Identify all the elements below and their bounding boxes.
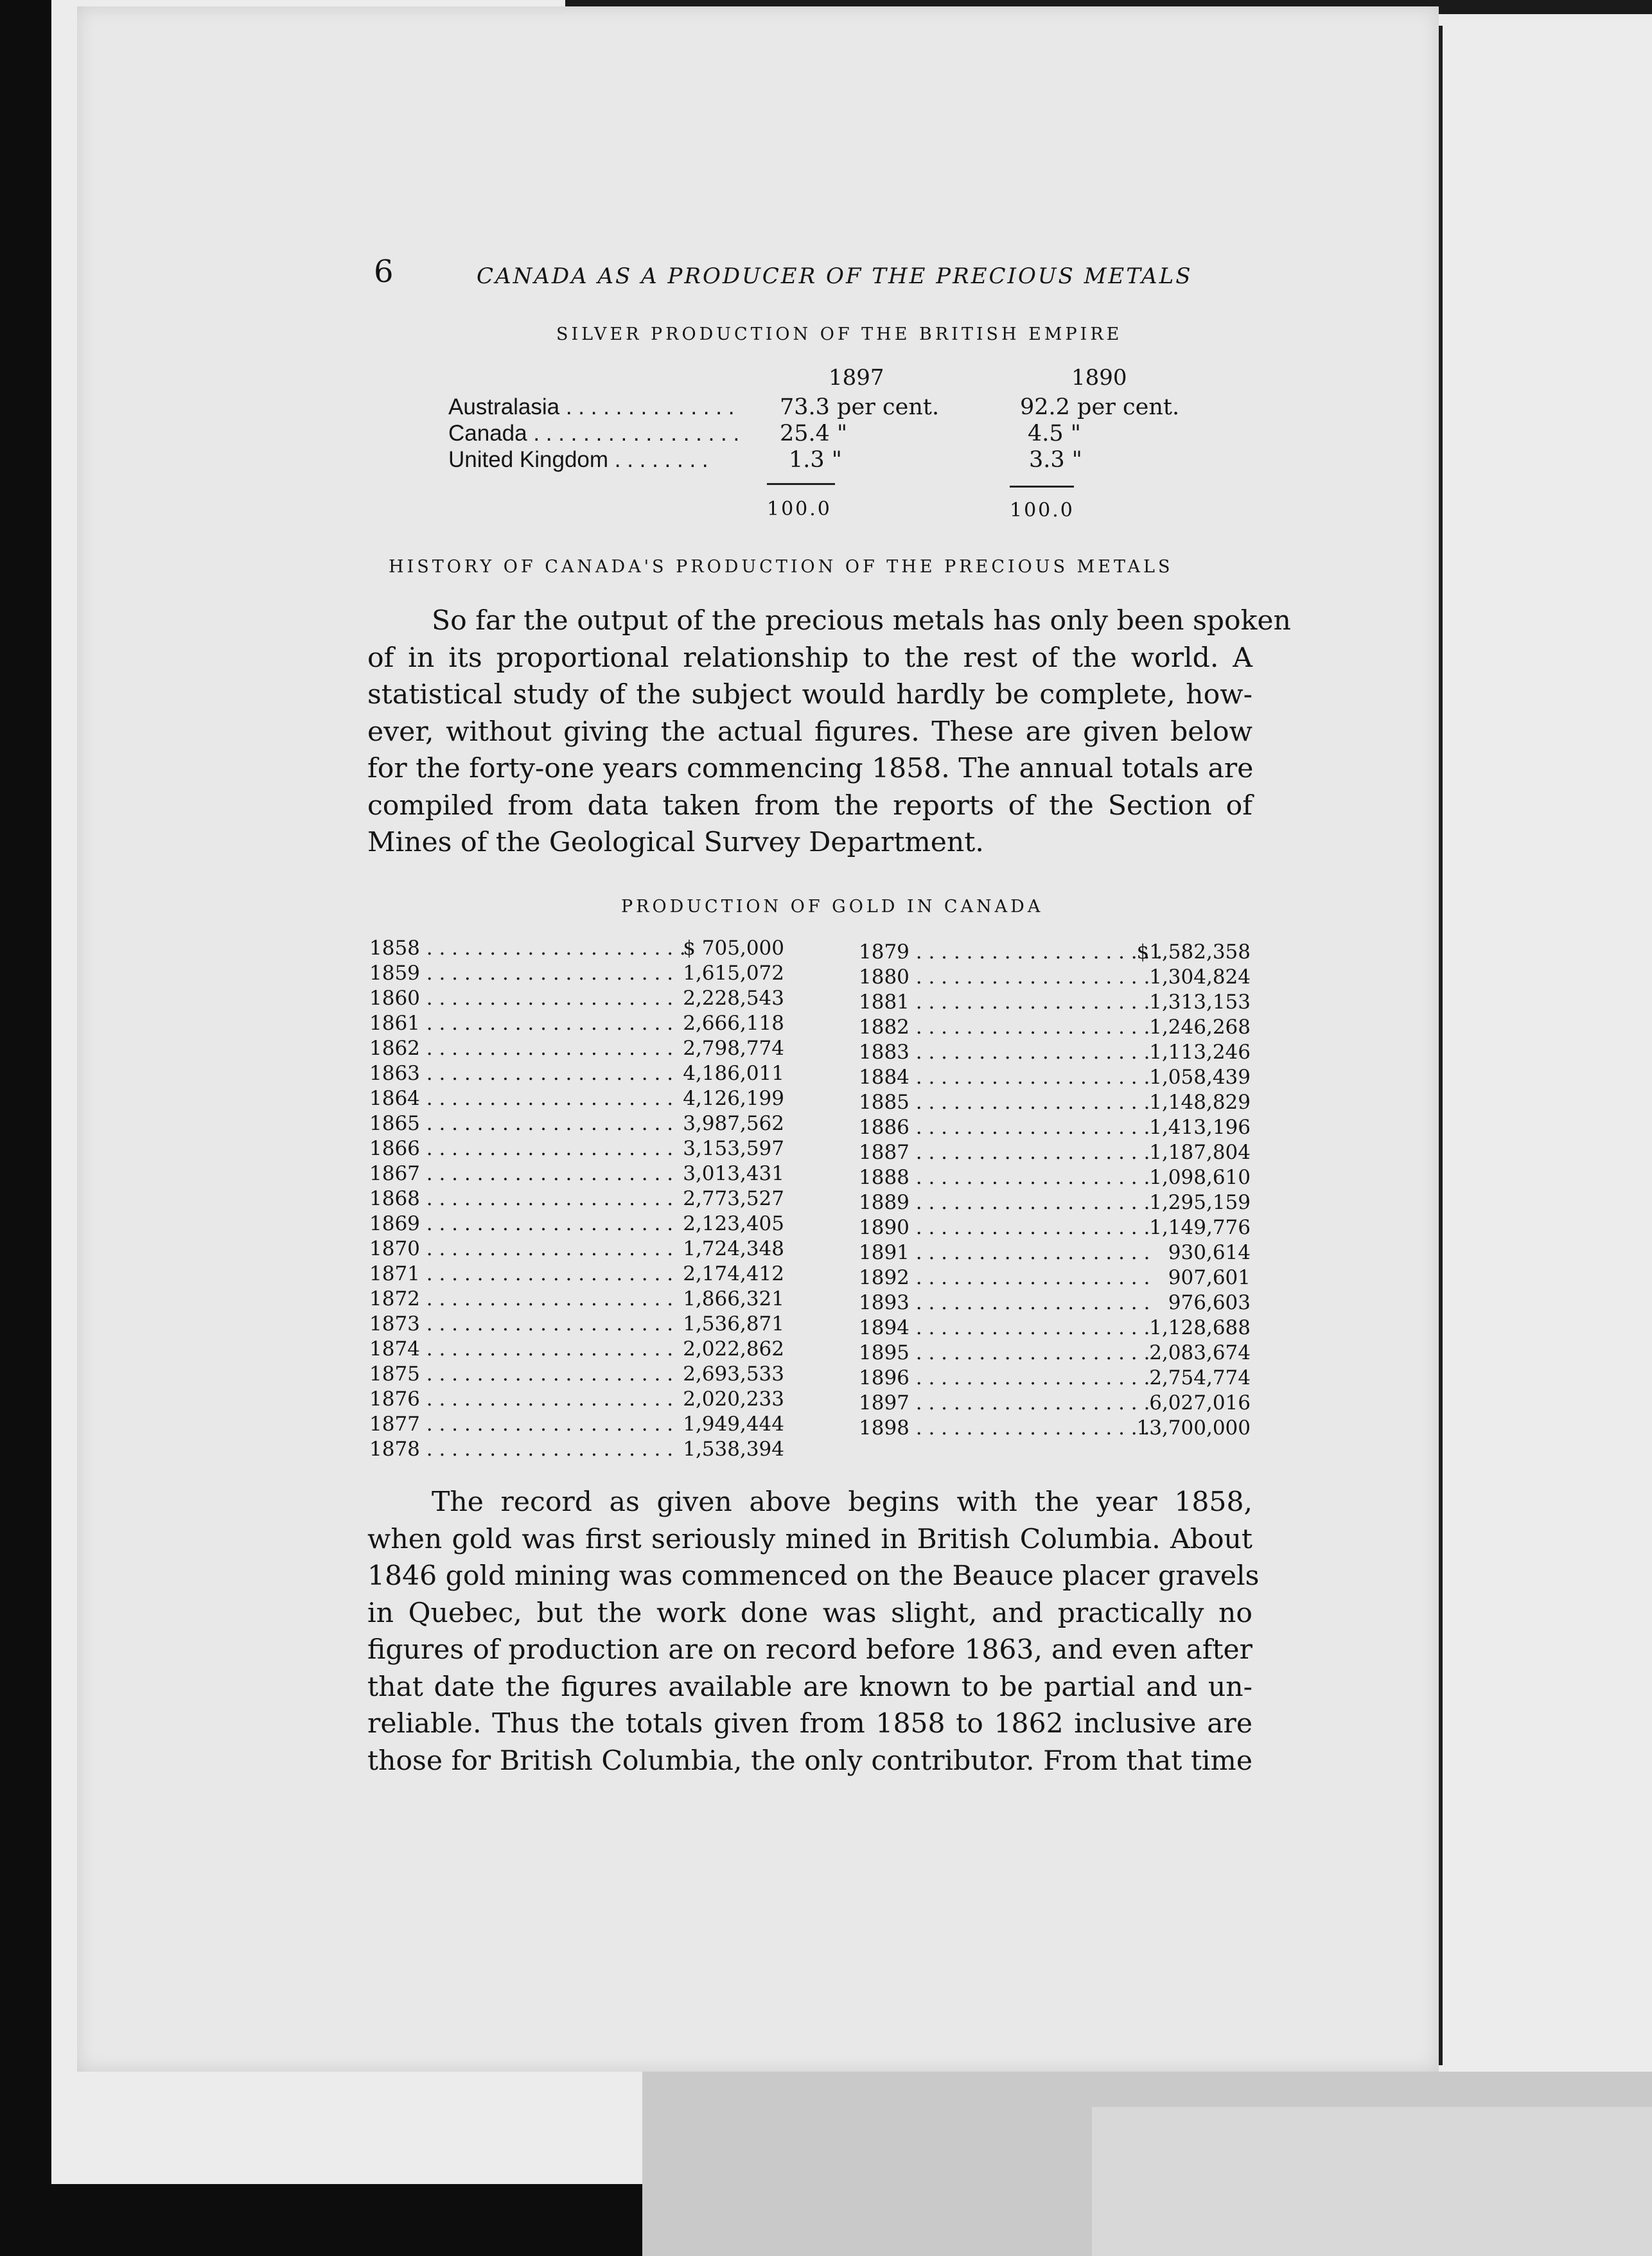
gold-table-row — [369, 1412, 784, 1437]
gold-table-row — [369, 1387, 784, 1412]
gold-value: 1,313,153 — [1149, 991, 1251, 1014]
gold-year: 1863 . . . . . . . . . . . . . . . . . . . . — [369, 1062, 674, 1085]
paragraph-line: compiled from data taken from the reports of the Section of — [367, 789, 1252, 822]
gold-year: 1892 . . . . . . . . . . . . . . . . . . . — [859, 1266, 1150, 1289]
gold-table-row — [859, 1015, 1251, 1040]
gold-value: 1,538,394 — [683, 1438, 784, 1461]
gold-table-row — [369, 1161, 784, 1186]
silver-row-name: Canada . . . . . . . . . . . . . . . . . — [448, 421, 740, 446]
gold-value: 2,174,412 — [683, 1262, 784, 1285]
gold-year: 1889 . . . . . . . . . . . . . . . . . . . — [859, 1191, 1150, 1214]
silver-row — [448, 421, 1187, 449]
gold-year: 1886 . . . . . . . . . . . . . . . . . . . — [859, 1116, 1150, 1139]
gold-table-row — [369, 1061, 784, 1086]
paragraph-line: Mines of the Geological Survey Department. — [367, 827, 984, 858]
gold-value: 2,798,774 — [683, 1037, 784, 1060]
gold-year: 1879 . . . . . . . . . . . . . . . . . . . . — [859, 940, 1163, 964]
silver-row — [448, 447, 1187, 475]
gold-table-row — [369, 1287, 784, 1312]
silver-row-name: United Kingdom . . . . . . . . — [448, 447, 708, 472]
page-number: 6 — [374, 254, 394, 290]
gold-value: 2,773,527 — [683, 1187, 784, 1210]
gold-table-row — [369, 961, 784, 986]
gold-table-row — [859, 1040, 1251, 1065]
paragraph-line: ever, without giving the actual figures. These are given below — [367, 716, 1252, 748]
silver-total-1890: 100.0 — [1010, 499, 1075, 522]
gold-year: 1884 . . . . . . . . . . . . . . . . . . . — [859, 1066, 1150, 1089]
gold-table-row — [369, 1011, 784, 1036]
gold-table-row — [369, 1237, 784, 1262]
gold-year: 1874 . . . . . . . . . . . . . . . . . . . . — [369, 1337, 674, 1361]
silver-total-rule-1897 — [767, 483, 835, 485]
gold-value: 2,083,674 — [1149, 1341, 1251, 1364]
gold-year: 1887 . . . . . . . . . . . . . . . . . . . — [859, 1141, 1150, 1164]
paragraph-line: for the forty-one years commencing 1858. The annual totals are — [367, 753, 1254, 784]
gold-value: 1,413,196 — [1149, 1116, 1251, 1139]
gold-value: 976,603 — [1168, 1291, 1251, 1314]
paragraph-line: reliable. Thus the totals given from 1858 to 1862 inclusive are — [367, 1708, 1252, 1740]
gold-value: 1,187,804 — [1149, 1141, 1251, 1164]
silver-row-1890: 3.3 " — [1029, 447, 1082, 473]
gold-value: 1,615,072 — [683, 962, 784, 985]
gold-value: 2,020,233 — [683, 1388, 784, 1411]
gold-table-row — [859, 1240, 1251, 1265]
gold-year: 1859 . . . . . . . . . . . . . . . . . . . . — [369, 962, 674, 985]
paragraph-line: The record as given above begins with the year 1858, — [432, 1486, 1252, 1518]
paragraph-line: statistical study of the subject would hardly be complete, how- — [367, 679, 1252, 710]
gold-table-row — [369, 1186, 784, 1212]
gold-table-row — [859, 1291, 1251, 1316]
gold-table-row — [859, 1265, 1251, 1291]
silver-row-1897: 1.3 " — [789, 447, 842, 473]
gold-value: 4,126,199 — [683, 1087, 784, 1110]
running-head: CANADA AS A PRODUCER OF THE PRECIOUS METALS — [477, 263, 1193, 289]
paragraph-line: of in its proportional relationship to the rest of the world. A — [367, 642, 1252, 674]
gold-value: 1,098,610 — [1149, 1166, 1251, 1189]
gold-year: 1871 . . . . . . . . . . . . . . . . . . . . — [369, 1262, 674, 1285]
gold-table-row — [859, 1341, 1251, 1366]
gold-year: 1873 . . . . . . . . . . . . . . . . . . . . — [369, 1312, 674, 1335]
gold-year: 1861 . . . . . . . . . . . . . . . . . . . . — [369, 1012, 674, 1035]
gold-table-row — [859, 1115, 1251, 1140]
gold-table-row — [369, 1212, 784, 1237]
gold-value: 13,700,000 — [1136, 1416, 1251, 1440]
gold-value: 3,013,431 — [683, 1162, 784, 1185]
silver-row-1890: 92.2 per cent. — [1020, 394, 1180, 420]
gold-value: 1,113,246 — [1149, 1041, 1251, 1064]
gold-table-title: PRODUCTION OF GOLD IN CANADA — [621, 897, 1044, 917]
gold-year: 1872 . . . . . . . . . . . . . . . . . . . . — [369, 1287, 674, 1310]
intro-paragraph — [367, 640, 1252, 861]
gold-table-row — [369, 1262, 784, 1287]
gold-value: 2,123,405 — [683, 1212, 784, 1235]
gold-table-row — [859, 965, 1251, 990]
gold-table-row — [859, 990, 1251, 1015]
gold-year: 1864 . . . . . . . . . . . . . . . . . . . . — [369, 1087, 674, 1110]
gold-table-row — [369, 1362, 784, 1387]
gold-year: 1881 . . . . . . . . . . . . . . . . . . . — [859, 991, 1150, 1014]
gold-table-row — [369, 1136, 784, 1161]
gold-table-row — [859, 940, 1251, 965]
intro-paragraph-first-line — [367, 603, 1291, 640]
paragraph-line: when gold was first seriously mined in British Columbia. About — [367, 1523, 1252, 1555]
gold-table-row — [369, 986, 784, 1011]
gold-year: 1867 . . . . . . . . . . . . . . . . . . . . — [369, 1162, 674, 1185]
gold-year: 1866 . . . . . . . . . . . . . . . . . . . . — [369, 1137, 674, 1160]
gold-value: 1,149,776 — [1149, 1216, 1251, 1239]
gold-value: 3,153,597 — [683, 1137, 784, 1160]
gold-value: 2,022,862 — [683, 1337, 784, 1361]
gold-table-row — [369, 1312, 784, 1337]
gold-year: 1897 . . . . . . . . . . . . . . . . . . . — [859, 1391, 1150, 1414]
gold-table-row — [369, 1086, 784, 1111]
silver-col-1897: 1897 — [829, 365, 884, 391]
paragraph-line: those for British Columbia, the only contributor. From that time — [367, 1745, 1252, 1777]
gold-year: 1885 . . . . . . . . . . . . . . . . . . . — [859, 1091, 1150, 1114]
gold-year: 1858 . . . . . . . . . . . . . . . . . . . . . — [369, 937, 686, 960]
gold-year: 1865 . . . . . . . . . . . . . . . . . . . . — [369, 1112, 674, 1135]
gold-table-row — [859, 1140, 1251, 1165]
gold-table-row — [859, 1190, 1251, 1215]
gold-value: 1,949,444 — [683, 1413, 784, 1436]
gold-table-row — [859, 1065, 1251, 1090]
gold-year: 1888 . . . . . . . . . . . . . . . . . . . — [859, 1166, 1150, 1189]
paragraph-line: So far the output of the precious metals has only been spoken — [432, 605, 1291, 637]
closing-paragraph — [367, 1521, 1260, 1780]
paragraph-line: that date the figures available are known to be partial and un- — [367, 1671, 1252, 1703]
silver-row-1897: 73.3 per cent. — [780, 394, 940, 420]
gold-value: 1,724,348 — [683, 1237, 784, 1260]
gold-year: 1862 . . . . . . . . . . . . . . . . . . . . — [369, 1037, 674, 1060]
gold-year: 1870 . . . . . . . . . . . . . . . . . . . . — [369, 1237, 674, 1260]
silver-row-1890: 4.5 " — [1028, 421, 1081, 446]
gold-table-row — [369, 1036, 784, 1061]
gold-year: 1894 . . . . . . . . . . . . . . . . . . . — [859, 1316, 1150, 1339]
gold-table-row — [859, 1090, 1251, 1115]
gold-table-row — [369, 1111, 784, 1136]
page-fold-line — [1439, 26, 1443, 2065]
gold-value: 1,148,829 — [1149, 1091, 1251, 1114]
closing-paragraph-first-line — [367, 1484, 1252, 1521]
gold-year: 1875 . . . . . . . . . . . . . . . . . . . . — [369, 1362, 674, 1386]
gold-value: 1,866,321 — [683, 1287, 784, 1310]
paragraph-line: 1846 gold mining was commenced on the Beauce placer gravels — [367, 1560, 1260, 1592]
gold-table-row — [859, 1391, 1251, 1416]
gold-value: 1,304,824 — [1149, 965, 1251, 989]
gold-value: 1,246,268 — [1149, 1016, 1251, 1039]
gold-year: 1896 . . . . . . . . . . . . . . . . . . . — [859, 1366, 1150, 1389]
gold-table-row — [859, 1165, 1251, 1190]
gold-value: 2,754,774 — [1149, 1366, 1251, 1389]
history-section-title: HISTORY OF CANADA'S PRODUCTION OF THE PRECIOUS METALS — [389, 557, 1173, 577]
gold-year: 1876 . . . . . . . . . . . . . . . . . . . . — [369, 1388, 674, 1411]
gold-value: 6,027,016 — [1149, 1391, 1251, 1414]
gold-year: 1880 . . . . . . . . . . . . . . . . . . . — [859, 965, 1150, 989]
paragraph-line: in Quebec, but the work done was slight, and practically no — [367, 1597, 1252, 1629]
gold-value: 2,666,118 — [683, 1012, 784, 1035]
gold-value: 2,693,533 — [683, 1362, 784, 1386]
gold-value: 1,058,439 — [1149, 1066, 1251, 1089]
gold-table-row — [859, 1215, 1251, 1240]
gold-table-row — [369, 936, 784, 961]
silver-total-1897: 100.0 — [767, 498, 832, 520]
gold-year: 1869 . . . . . . . . . . . . . . . . . . . . — [369, 1212, 674, 1235]
gold-value: 3,987,562 — [683, 1112, 784, 1135]
gold-year: 1891 . . . . . . . . . . . . . . . . . . . — [859, 1241, 1150, 1264]
gold-year: 1890 . . . . . . . . . . . . . . . . . . . — [859, 1216, 1150, 1239]
gold-year: 1893 . . . . . . . . . . . . . . . . . . . — [859, 1291, 1150, 1314]
gold-year: 1860 . . . . . . . . . . . . . . . . . . . . — [369, 987, 674, 1010]
gold-year: 1877 . . . . . . . . . . . . . . . . . . . . — [369, 1413, 674, 1436]
scan-bed-strip-light — [1092, 2107, 1652, 2256]
gold-year: 1895 . . . . . . . . . . . . . . . . . . . — [859, 1341, 1150, 1364]
silver-row-name: Australasia . . . . . . . . . . . . . . — [448, 394, 735, 419]
gold-value: 907,601 — [1168, 1266, 1251, 1289]
silver-row — [448, 394, 1187, 423]
gold-value: 4,186,011 — [683, 1062, 784, 1085]
gold-value: 1,295,159 — [1149, 1191, 1251, 1214]
gold-value: 1,536,871 — [683, 1312, 784, 1335]
gold-value: 2,228,543 — [683, 987, 784, 1010]
gold-value: $ 705,000 — [683, 937, 784, 960]
gold-value: 930,614 — [1168, 1241, 1251, 1264]
gold-value: 1,128,688 — [1149, 1316, 1251, 1339]
gold-year: 1898 . . . . . . . . . . . . . . . . . . . — [859, 1416, 1150, 1440]
silver-row-1897: 25.4 " — [780, 421, 848, 446]
gold-year: 1882 . . . . . . . . . . . . . . . . . . . — [859, 1016, 1150, 1039]
silver-col-1890: 1890 — [1071, 365, 1127, 391]
gold-year: 1868 . . . . . . . . . . . . . . . . . . . . — [369, 1187, 674, 1210]
gold-table-row — [859, 1416, 1251, 1441]
paragraph-line: figures of production are on record before 1863, and even after — [367, 1634, 1252, 1666]
gold-table-row — [859, 1366, 1251, 1391]
silver-total-rule-1890 — [1010, 486, 1074, 488]
gold-table-row — [369, 1437, 784, 1462]
gold-table-row — [369, 1337, 784, 1362]
adjacent-page — [1445, 0, 1652, 2094]
gold-table-row — [859, 1316, 1251, 1341]
gold-year: 1878 . . . . . . . . . . . . . . . . . . . . — [369, 1438, 674, 1461]
silver-table-title: SILVER PRODUCTION OF THE BRITISH EMPIRE — [556, 324, 1123, 344]
gold-year: 1883 . . . . . . . . . . . . . . . . . . . — [859, 1041, 1150, 1064]
gold-value: $1,582,358 — [1136, 940, 1251, 964]
